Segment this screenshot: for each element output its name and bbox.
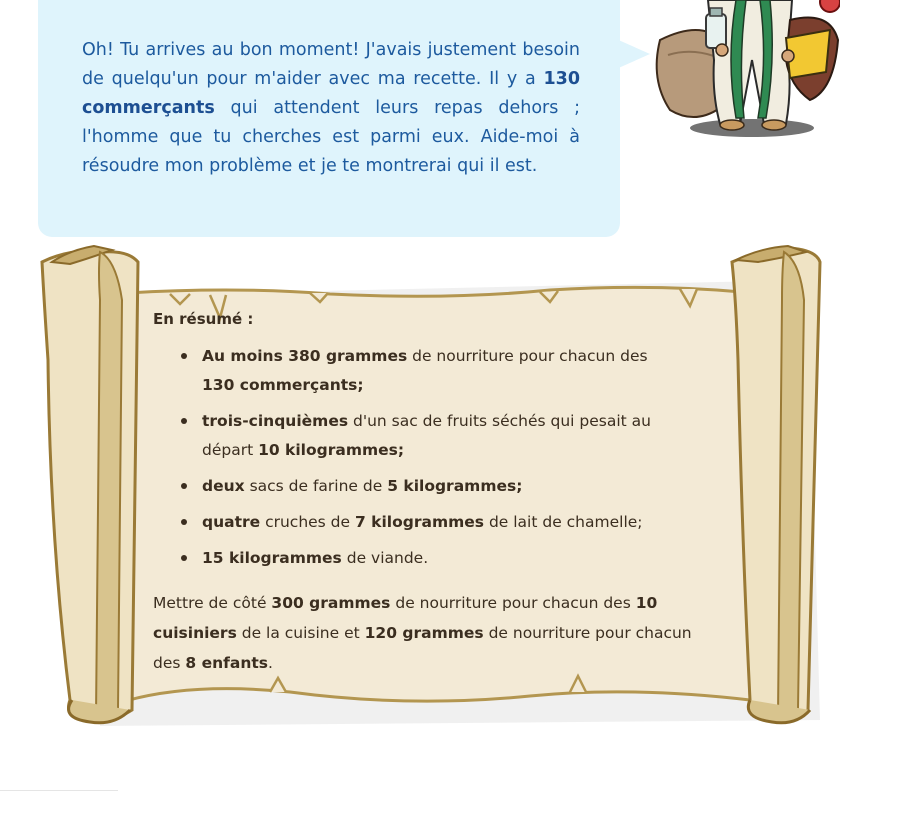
text-segment: d'un sac de fruits séchés qui pesait au départ (202, 412, 652, 459)
bold-value: 10 kilogrammes; (258, 441, 405, 459)
bold-value: 5 kilogrammes; (387, 477, 523, 495)
text-segment: de la cuisine et (236, 624, 365, 642)
text-segment: de nourriture pour chacun des (390, 594, 636, 612)
text-segment: de nourriture pour chacun des (153, 624, 692, 672)
list-item (179, 544, 684, 573)
reserve-note (153, 588, 693, 678)
bold-value: trois-cinquièmes (202, 412, 349, 430)
summary-panel (153, 310, 693, 678)
merchant-count-highlight: 130 commerçants (82, 69, 580, 118)
list-item (179, 407, 684, 465)
bold-value: 130 commerçants; (202, 376, 364, 394)
list-item (179, 472, 684, 501)
text-segment: de lait de chamelle; (484, 513, 643, 531)
text-segment: de nourriture pour chacun des (407, 347, 648, 365)
text-segment: Mettre de côté (153, 594, 272, 612)
bold-value: deux (202, 477, 245, 495)
bold-value: quatre (202, 513, 261, 531)
text-segment: de viande. (341, 549, 429, 567)
bold-value: 300 grammes (271, 594, 391, 612)
bold-value: 7 kilogrammes (355, 513, 485, 531)
list-item (179, 508, 684, 537)
bold-value: 120 grammes (364, 624, 484, 642)
bold-value: 15 kilogrammes (202, 549, 342, 567)
dialogue-text: Oh! Tu arrives au bon moment! J'avais justement besoin de quelqu'un pour m'aider avec ma recette. Il y a 130 commerçants qui attendent leurs repas dehors ; l'homme que tu cherches est parmi eux. Aide-moi à résoudre mon problème et je te montrerai qui il est. (82, 40, 580, 176)
ingredient-list (153, 342, 693, 573)
speech-bubble (38, 0, 620, 237)
text-segment: . (268, 654, 273, 672)
text-segment: cruches de (260, 513, 355, 531)
list-item (179, 342, 684, 400)
divider (0, 790, 118, 791)
bold-value: Au moins 380 grammes (202, 347, 408, 365)
summary-title: En résumé : (153, 310, 254, 328)
bold-value: 10 cuisiniers (153, 594, 658, 642)
merchant-character-illustration (640, 0, 840, 140)
text-segment: sacs de farine de (244, 477, 388, 495)
bold-value: 8 enfants (185, 654, 268, 672)
